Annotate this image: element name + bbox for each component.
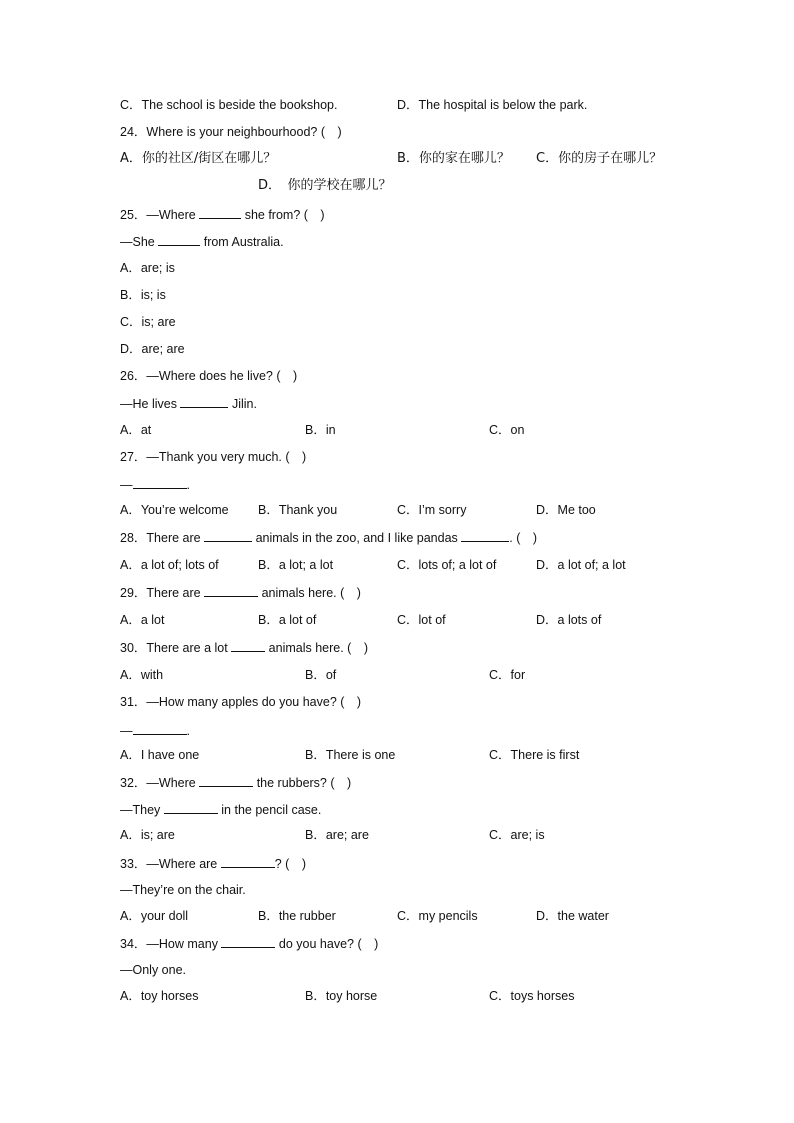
q30-option-c: C．for [489, 668, 526, 682]
q25-option-d: D．are; are [120, 342, 185, 356]
q25-option-a: A．are; is [120, 261, 175, 275]
answer-blank [199, 206, 241, 219]
q31-reply [120, 722, 190, 739]
q23-option-c: C．The school is beside the bookshop. [120, 98, 338, 112]
q34-stem [120, 935, 378, 952]
q31-reply-end: . [186, 724, 190, 738]
q31-option-c: C．There is first [489, 748, 580, 762]
q24-option-a: A．你的社区/街区在哪儿？ [120, 151, 277, 166]
q34-stem-part1: 34．—How many [120, 937, 218, 951]
q34-option-a: A．toy horses [120, 989, 199, 1003]
q28-option-b: B．a lot; a lot [258, 558, 334, 572]
q32-reply-part2: in the pencil case. [221, 803, 322, 817]
q32-option-b: B．are; are [305, 828, 369, 842]
q29-stem-part2: animals here. ( ) [261, 586, 361, 600]
q25-reply-part2: from Australia. [203, 235, 284, 249]
q27-reply-dash: — [120, 478, 133, 492]
q30-stem-part2: animals here. ( ) [268, 641, 369, 655]
q27-option-b: B．Thank you [258, 503, 338, 517]
q28-stem [120, 529, 537, 546]
q23-option-d: D．The hospital is below the park. [397, 98, 588, 112]
q27-reply-end: . [186, 478, 190, 492]
q31-stem: 31．—How many apples do you have? ( ) [120, 695, 362, 709]
q34-stem-part2: do you have? ( ) [278, 937, 379, 951]
answer-blank [164, 801, 218, 814]
q33-option-b: B．the rubber [258, 909, 336, 923]
q29-stem-part1: 29．There are [120, 586, 201, 600]
q29-option-c: C．lot of [397, 613, 446, 627]
q33-reply: —They’re on the chair. [120, 883, 246, 897]
q25-stem-part1: 25．—Where [120, 208, 196, 222]
q24-stem: 24．Where is your neighbourhood? ( ) [120, 125, 342, 139]
q28-option-c: C．lots of; a lot of [397, 558, 497, 572]
q33-stem-part1: 33．—Where are [120, 857, 218, 871]
q34-option-c: C．toys horses [489, 989, 575, 1003]
q32-stem-part2: the rubbers? ( ) [256, 776, 352, 790]
q26-option-b: B．in [305, 423, 336, 437]
q30-stem [120, 639, 368, 656]
q26-reply [120, 395, 257, 412]
q30-stem-part1: 30．There are a lot [120, 641, 228, 655]
q25-stem [120, 206, 325, 223]
q32-reply-part1: —They [120, 803, 161, 817]
q32-option-c: C．are; is [489, 828, 545, 842]
answer-blank [180, 395, 228, 408]
answer-blank [158, 233, 200, 246]
q27-option-d: D．Me too [536, 503, 596, 517]
q28-stem-part1: 28．There are [120, 531, 201, 545]
answer-blank [204, 529, 252, 542]
q30-option-b: B．of [305, 668, 337, 682]
q26-reply-part1: —He lives [120, 397, 177, 411]
answer-blank [133, 722, 187, 735]
q25-option-b: B．is; is [120, 288, 166, 302]
q27-stem: 27．—Thank you very much. ( ) [120, 450, 307, 464]
q34-option-b: B．toy horse [305, 989, 378, 1003]
q29-option-d: D．a lots of [536, 613, 602, 627]
q28-stem-part2: animals in the zoo, and I like pandas [255, 531, 458, 545]
q32-option-a: A．is; are [120, 828, 175, 842]
q25-stem-part2: she from? ( ) [244, 208, 325, 222]
q32-stem [120, 774, 351, 791]
q27-option-a: A．You’re welcome [120, 503, 229, 517]
q30-option-a: A．with [120, 668, 164, 682]
q29-option-b: B．a lot of [258, 613, 317, 627]
q25-reply-part1: —She [120, 235, 155, 249]
q33-option-c: C．my pencils [397, 909, 478, 923]
q26-option-c: C．on [489, 423, 525, 437]
q34-reply: —Only one. [120, 963, 187, 977]
answer-blank [199, 774, 253, 787]
q29-option-a: A．a lot [120, 613, 165, 627]
q32-stem-part1: 32．—Where [120, 776, 196, 790]
answer-blank [133, 476, 187, 489]
q26-stem: 26．—Where does he live? ( ) [120, 369, 298, 383]
q24-option-d: D． 你的学校在哪儿？ [258, 178, 392, 193]
q27-reply [120, 476, 190, 493]
q25-reply [120, 233, 284, 250]
q24-option-c: C．你的房子在哪儿？ [536, 151, 663, 166]
q25-option-c: C．is; are [120, 315, 176, 329]
q33-stem-part2: ? ( ) [274, 857, 307, 871]
q33-stem [120, 855, 306, 872]
q28-option-d: D．a lot of; a lot [536, 558, 626, 572]
q31-reply-dash: — [120, 724, 133, 738]
q32-reply [120, 801, 321, 818]
q28-option-a: A．a lot of; lots of [120, 558, 219, 572]
answer-blank [221, 855, 275, 868]
answer-blank [221, 935, 275, 948]
q26-reply-part2: Jilin. [231, 397, 257, 411]
q33-option-a: A．your doll [120, 909, 189, 923]
q28-stem-part3: . ( ) [509, 531, 538, 545]
q31-option-b: B．There is one [305, 748, 396, 762]
q26-option-a: A．at [120, 423, 152, 437]
answer-blank [204, 584, 258, 597]
q33-option-d: D．the water [536, 909, 609, 923]
answer-blank [231, 639, 265, 652]
answer-blank [461, 529, 509, 542]
q24-option-b: B．你的家在哪儿？ [397, 151, 510, 166]
q31-option-a: A．I have one [120, 748, 200, 762]
q29-stem [120, 584, 361, 601]
q27-option-c: C．I’m sorry [397, 503, 467, 517]
